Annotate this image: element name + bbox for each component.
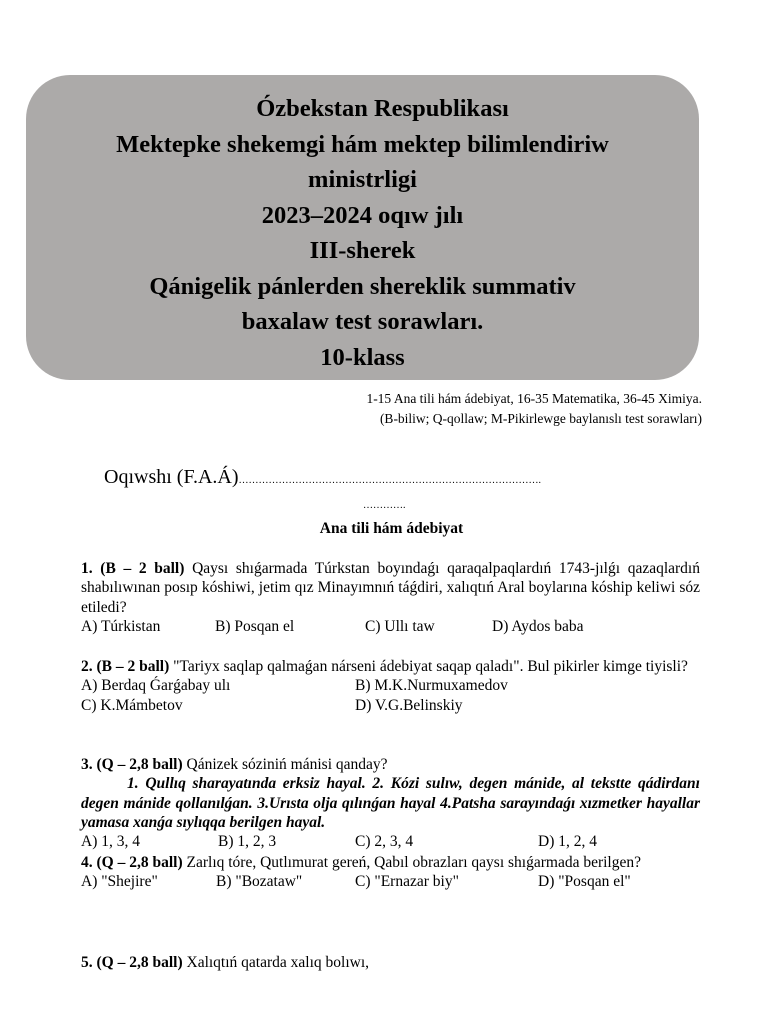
question-tag: 3. (Q – 2,8 ball) xyxy=(81,756,183,773)
banner-line-year: 2023–2024 oqıw jılı xyxy=(261,201,464,229)
question-stem xyxy=(81,559,700,617)
banner-line-country: Ózbekstan Respublikası xyxy=(256,95,509,122)
question-stem xyxy=(81,953,700,972)
option-d[interactable]: D) Aydos baba xyxy=(492,617,584,635)
option-a[interactable]: A) "Shejire" xyxy=(81,873,158,891)
student-name-line xyxy=(104,466,541,489)
answer-options xyxy=(81,872,700,891)
banner-line-grade: 10-klass xyxy=(320,343,405,371)
question-text: "Tariyx saqlap qalmaǵan nárseni ádebiyat saqap qaladı". Bul pikirler kimge tiyisli? xyxy=(169,658,688,675)
option-b[interactable]: B) 1, 2, 3 xyxy=(218,833,277,851)
subject-ranges: 1-15 Ana tili hám ádebiyat, 16-35 Matematika, 36-45 Ximiya. xyxy=(366,391,702,406)
banner-line-ministry: Mektepke shekemgi hám mektep bilimlendiriw xyxy=(116,130,609,158)
question-text: Qaysı shıǵarmada Túrkstan boyındaǵı qaraqalpaqlardıń 1743-jılǵı qazaqlardıń shabılıwınan posıp kóshiwi, jetim qız Minayımnıń táǵdiri, xalıqtıń Aral boylarına kóship keliwi sóz etiledi? xyxy=(81,560,700,616)
question-5 xyxy=(81,953,700,972)
option-c[interactable]: C) "Ernazar biy" xyxy=(355,873,459,891)
question-text: Zarlıq tóre, Qutlımurat gereń, Qabıl obrazları qaysı shıǵarmada berilgen? xyxy=(182,854,641,871)
student-name-field[interactable]: ………………………………………………………………………………. xyxy=(238,475,542,486)
question-stem xyxy=(81,853,700,872)
question-stem xyxy=(81,755,700,774)
banner-line-quarter: III-sherek xyxy=(309,237,416,264)
question-tag: 1. (B – 2 ball) xyxy=(81,560,185,577)
banner-line-subject-cont: baxalaw test sorawları. xyxy=(241,308,484,335)
option-c[interactable]: C) Ullı taw xyxy=(365,617,435,635)
option-b[interactable]: B) "Bozataw" xyxy=(216,873,303,891)
option-a[interactable]: A) Túrkistan xyxy=(81,617,161,635)
banner-line-subject: Qánigelik pánlerden shereklik summativ xyxy=(149,272,576,300)
answer-options xyxy=(81,832,700,851)
option-a[interactable]: A) 1, 3, 4 xyxy=(81,833,140,851)
question-text: Xalıqtıń qatarda xalıq bolıwı, xyxy=(182,954,370,971)
option-b[interactable]: B) M.K.Nurmuxamedov xyxy=(355,677,508,695)
option-c[interactable]: C) 2, 3, 4 xyxy=(355,833,414,851)
question-tag: 2. (B – 2 ball) xyxy=(81,658,170,675)
answer-options xyxy=(81,617,700,636)
question-1 xyxy=(81,559,700,636)
question-tag: 4. (Q – 2,8 ball) xyxy=(81,854,183,871)
answer-options-row2 xyxy=(81,696,700,715)
option-a[interactable]: A) Berdaq Ǵarǵabay ulı xyxy=(81,677,231,695)
student-name-field-cont[interactable]: …………. xyxy=(363,500,406,511)
test-info xyxy=(366,389,702,429)
legend-note: (B-biliw; Q-qollaw; M-Pikirlewge baylanıslı test sorawları) xyxy=(379,411,702,426)
question-stem xyxy=(81,657,700,676)
option-d[interactable]: D) V.G.Belinskiy xyxy=(355,696,463,714)
question-tag: 5. (Q – 2,8 ball) xyxy=(81,954,183,971)
question-4 xyxy=(81,853,700,892)
question-text: Qánizek sóziniń mánisi qanday? xyxy=(182,756,388,773)
section-title: Ana tili hám ádebiyat xyxy=(319,520,464,537)
option-b[interactable]: B) Posqan el xyxy=(215,617,295,635)
question-3 xyxy=(81,755,700,851)
option-d[interactable]: D) 1, 2, 4 xyxy=(538,833,597,851)
option-c[interactable]: C) K.Mámbetov xyxy=(81,696,183,714)
title-banner xyxy=(26,75,699,380)
option-d[interactable]: D) "Posqan el" xyxy=(538,873,631,891)
student-name-label: Oqıwshı (F.A.Á) xyxy=(104,466,239,488)
question-quote: 1. Qullıq sharayatında erksiz hayal. 2. Kózi sulıw, degen mánide, al tekstte qádirdanı degen mánide qollanılǵan. 3.Urısta olja qılınǵan hayal 4.Patsha sarayındaǵı xızmetker hayallar yamasa xanǵa sıylıqqa berilgen hayal. xyxy=(81,775,700,831)
question-2 xyxy=(81,657,700,715)
banner-line-ministry-cont: ministrligi xyxy=(308,166,417,193)
answer-options-row1 xyxy=(81,676,700,695)
